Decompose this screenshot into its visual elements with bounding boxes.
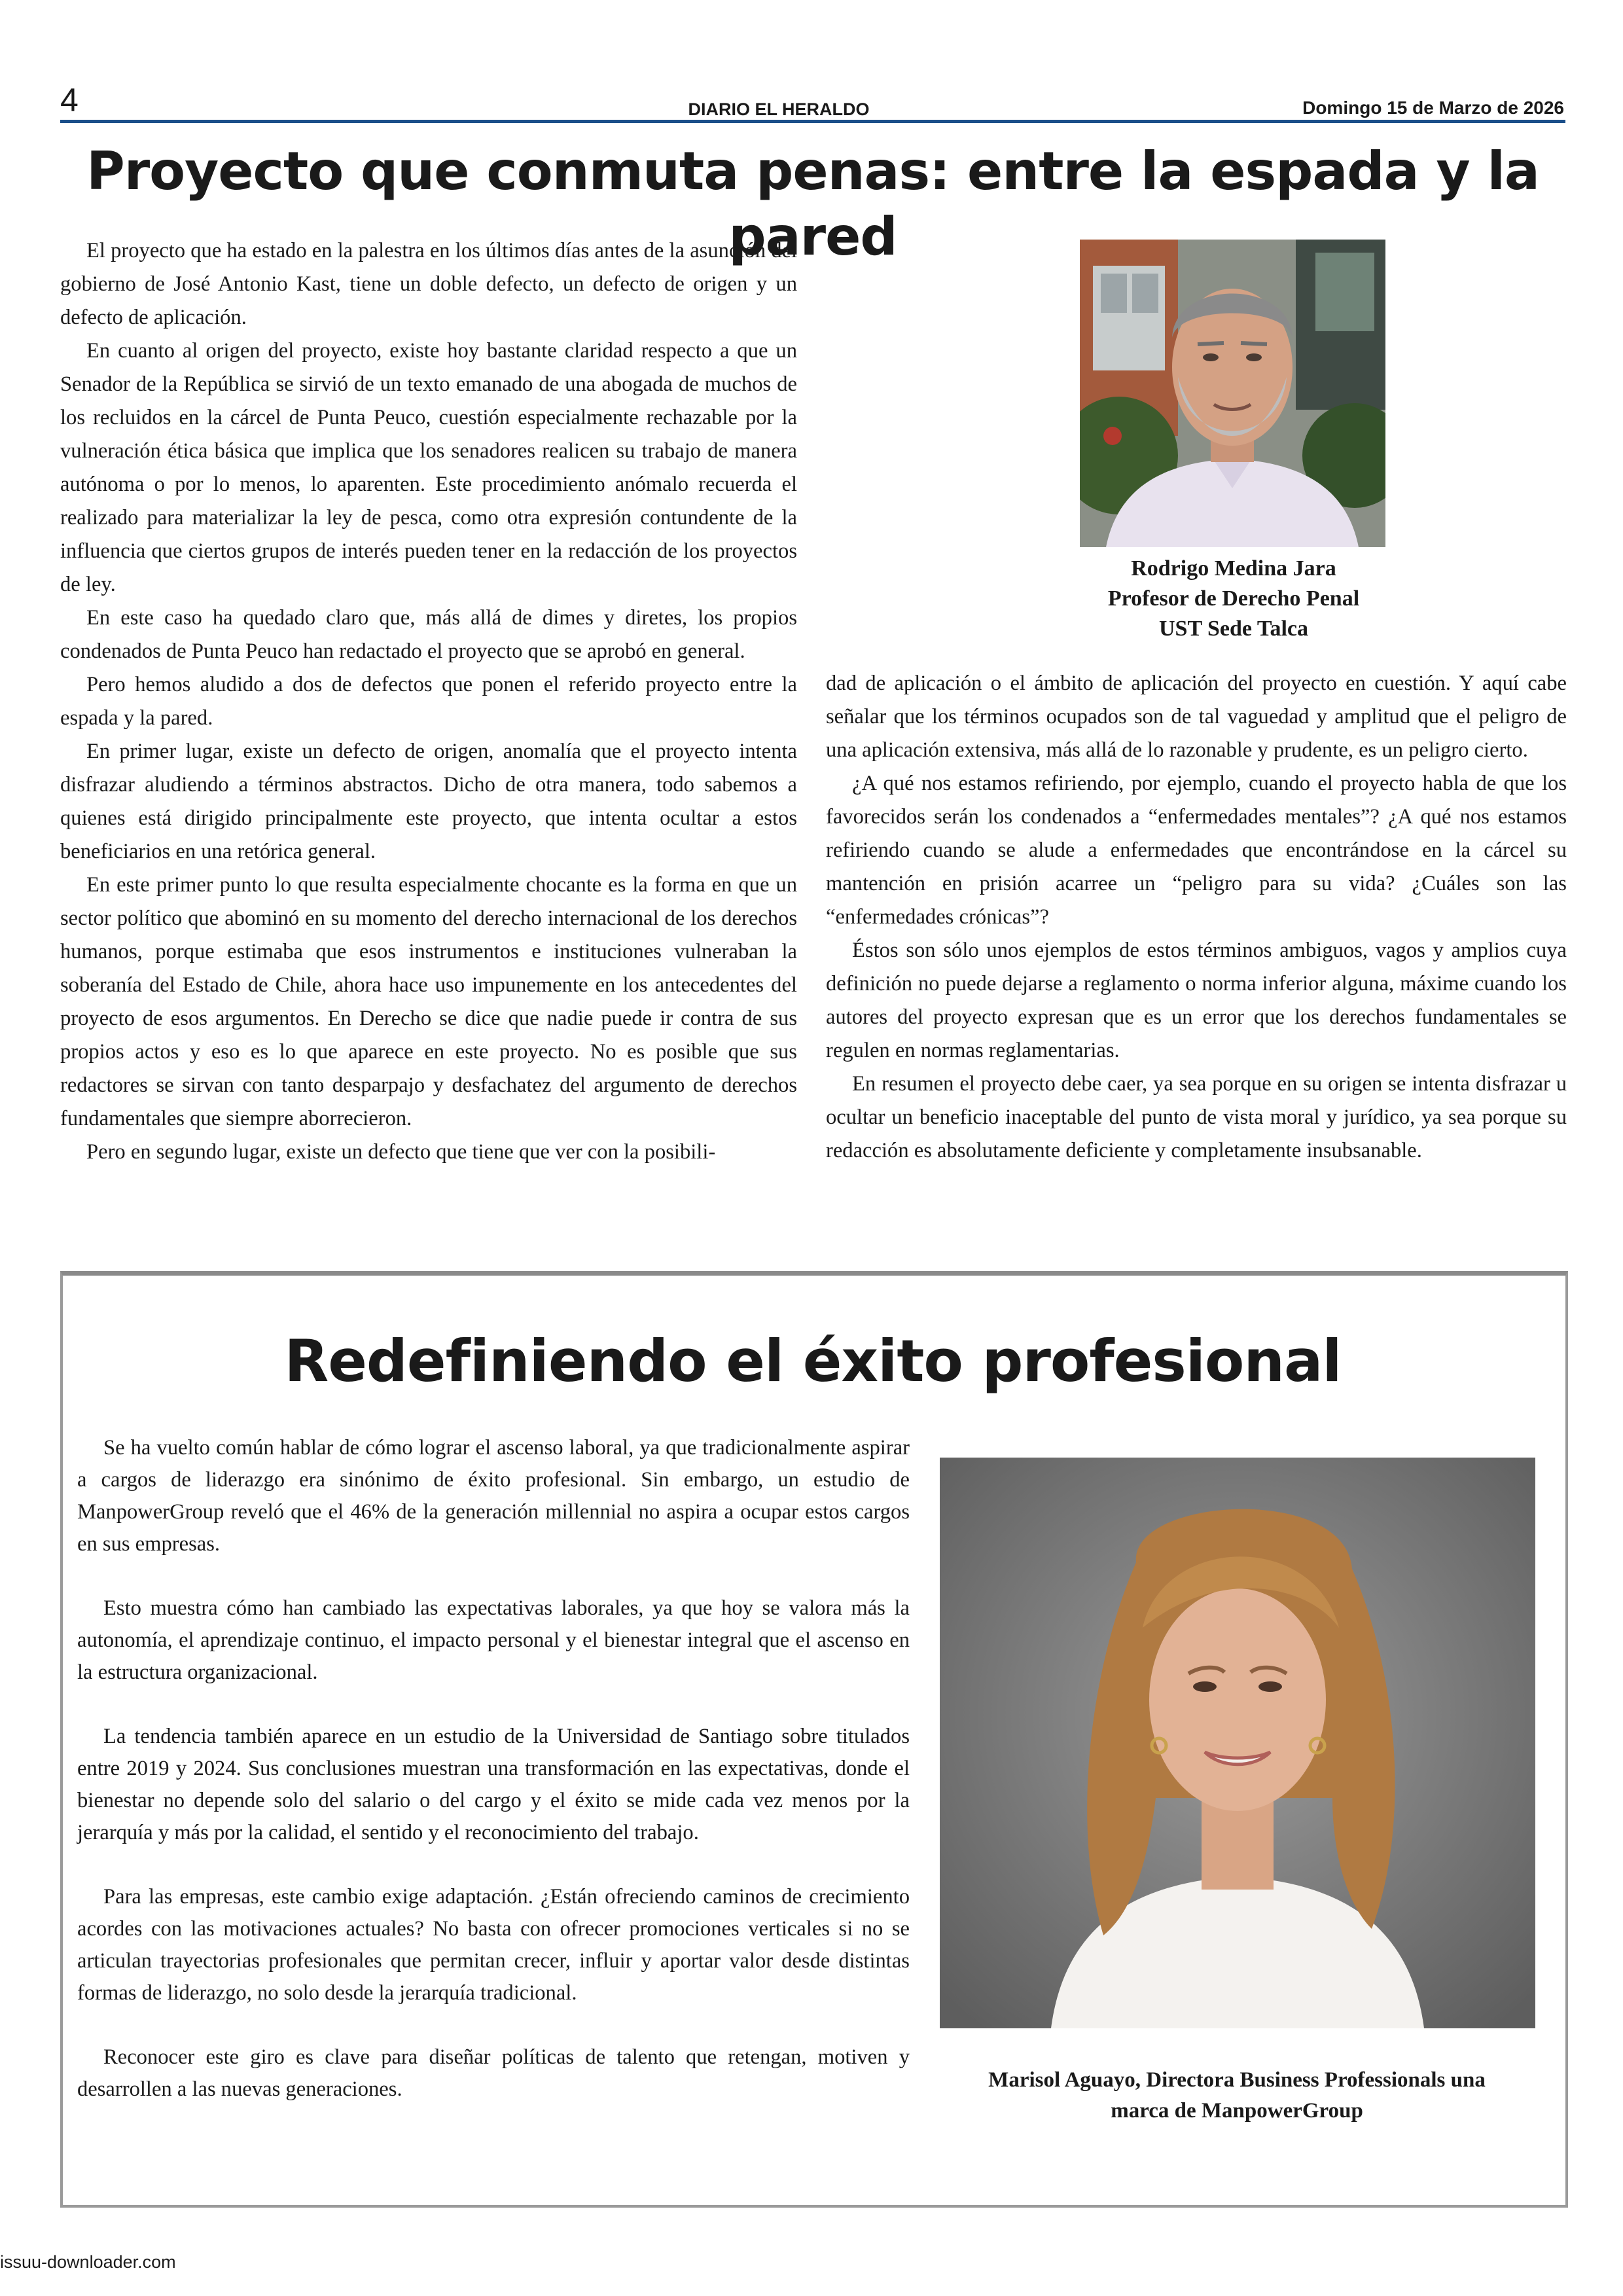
photo-caption-rodrigo-medina: [1008, 554, 1459, 644]
article-penas-left-column: [60, 234, 797, 1255]
paragraph: Para las empresas, este cambio exige adaptación. ¿Están ofreciendo caminos de crecimiento acordes con las motivaciones actuales? No basta con ofrecer promociones verticales si no se articulan trayectorias profesionales que permitan crecer, influir y aportar valor desde distintas formas de liderazgo, no solo desde la jerarquía tradicional.: [77, 1885, 910, 2005]
article-headline-penas: Proyecto que conmuta penas: entre la espada y la pared: [86, 141, 1539, 267]
article-exito-column: [77, 1432, 910, 2106]
caption-line: marca de ManpowerGroup: [1111, 2099, 1363, 2123]
paragraph: El proyecto que ha estado en la palestra en los últimos días antes de la asunción del gobierno de José Antonio Kast, tiene un doble defecto, un defecto de origen y un defecto de aplicación.: [60, 239, 797, 329]
photo-caption-marisol-aguayo: [916, 2065, 1558, 2126]
caption-line: Marisol Aguayo, Directora Business Professionals una: [988, 2068, 1486, 2092]
paragraph: Pero en segundo lugar, existe un defecto que tiene que ver con la posibili-: [86, 1140, 716, 1164]
caption-line: UST Sede Talca: [1158, 617, 1308, 641]
caption-line: Profesor de Derecho Penal: [1107, 586, 1360, 611]
paragraph: En este primer punto lo que resulta especialmente chocante es la forma en que un sector político que abominó en su momento del derecho internacional de los derechos humanos, porque estimaba que esos instrumentos e instituciones vulneraban la soberanía del Estado de Chile, ahora hace uso impunemente en los antecedentes del proyecto de esos argumentos. En Derecho se dice que nadie puede ir contra de sus propios actos y eso es lo que aparece en este proyecto. No es posible que sus redactores se sirvan con tanto desparpajo y desfachatez del argumento de derechos fundamentales que siempre aborrecieron.: [60, 873, 797, 1130]
paragraph: dad de aplicación o el ámbito de aplicación del proyecto en cuestión. Y aquí cabe señalar que los términos ocupados son de tal vaguedad y amplitud que el peligro de una aplicación extensiva, más allá de lo razonable y prudente, es un peligro cierto.: [826, 672, 1567, 762]
page-number: 4: [60, 82, 79, 118]
portrait-man-image: [1080, 240, 1385, 547]
paragraph: En cuanto al origen del proyecto, existe hoy bastante claridad respecto a que un Senador de la República se sirvió de un texto emanado de una abogada de muchos de los recluidos en la cárcel de Punta Peuco, cuestión especialmente rechazable por la vulneración ética básica que implica que los senadores realicen su trabajo de manera autónoma o por lo menos, lo aparenten. Este procedimiento anómalo recuerda el realizado para materializar la ley de pesca, como otra expresión contundente de la influencia que ciertos grupos de interés pueden tener en la redacción de los proyectos de ley.: [60, 339, 797, 596]
paragraph: Reconocer este giro es clave para diseñar políticas de talento que retengan, motiven y desarrollen a las nuevas generaciones.: [77, 2045, 910, 2101]
source-credit: issuu-downloader.com: [0, 2252, 176, 2272]
paragraph: Esto muestra cómo han cambiado las expectativas laborales, ya que hoy se valora más la autonomía, el aprendizaje continuo, el impacto personal y el bienestar integral que el ascenso en la estructura organizacional.: [77, 1596, 910, 1684]
paragraph: En primer lugar, existe un defecto de origen, anomalía que el proyecto intenta disfrazar aludiendo a términos abstractos. Dicho de otra manera, todo sabemos a quienes está dirigido principalmente este proyecto, que intenta ocultar a estos beneficiarios en una retórica general.: [60, 740, 797, 863]
author-photo-rodrigo-medina: [1080, 240, 1385, 547]
paragraph: Se ha vuelto común hablar de cómo lograr el ascenso laboral, ya que tradicionalmente aspirar a cargos de liderazgo era sinónimo de éxito profesional. Sin embargo, un estudio de ManpowerGroup reveló que el 46% de la generación millennial no aspira a ocupar estos cargos en sus empresas.: [77, 1436, 910, 1556]
newspaper-name: DIARIO EL HERALDO: [688, 99, 870, 119]
publication-date: Domingo 15 de Marzo de 2026: [1302, 98, 1564, 118]
paragraph: En resumen el proyecto debe caer, ya sea porque en su origen se intenta disfrazar u ocultar un beneficio inaceptable del punto de vista moral y jurídico, ya sea porque su redacción es absolutamente deficiente y completamente insubsanable.: [826, 1072, 1567, 1162]
caption-line: Rodrigo Medina Jara: [1131, 556, 1336, 581]
paragraph: La tendencia también aparece en un estudio de la Universidad de Santiago sobre titulados entre 2019 y 2024. Sus conclusiones muestran una transformación en las expectativas, donde el bienestar no depende solo del salario o del cargo y el éxito se mide cada vez menos por la jerarquía y más por la calidad, el sentido y el reconocimiento del trabajo.: [77, 1725, 910, 1844]
header-rule: [60, 120, 1565, 123]
portrait-woman-image: [940, 1458, 1535, 2028]
paragraph: Éstos son sólo unos ejemplos de estos términos ambiguos, vagos y amplios cuya definición no puede dejarse a reglamento o norma inferior alguna, máxime cuando los autores del proyecto expresan que es un error que los derechos fundamentales se regulen en normas reglamentarias.: [826, 939, 1567, 1062]
author-photo-marisol-aguayo: [940, 1458, 1535, 2028]
article-headline-exito: Redefiniendo el éxito profesional: [284, 1327, 1342, 1395]
paragraph: En este caso ha quedado claro que, más allá de dimes y diretes, los propios condenados de Punta Peuco han redactado el proyecto que se aprobó en general.: [60, 606, 797, 663]
paragraph: Pero hemos aludido a dos de defectos que ponen el referido proyecto entre la espada y la pared.: [60, 673, 797, 730]
paragraph: ¿A qué nos estamos refiriendo, por ejemplo, cuando el proyecto habla de que los favorecidos serán los condenados a “enfermedades mentales”? ¿A qué nos estamos refiriendo cuando se alude a enfermedades que encontrándose en la cárcel su mantención en prisión acarree un “peligro para su vida? ¿Cuáles son las “enfermedades crónicas”?: [826, 772, 1567, 929]
article-penas-right-column: [826, 667, 1567, 1256]
